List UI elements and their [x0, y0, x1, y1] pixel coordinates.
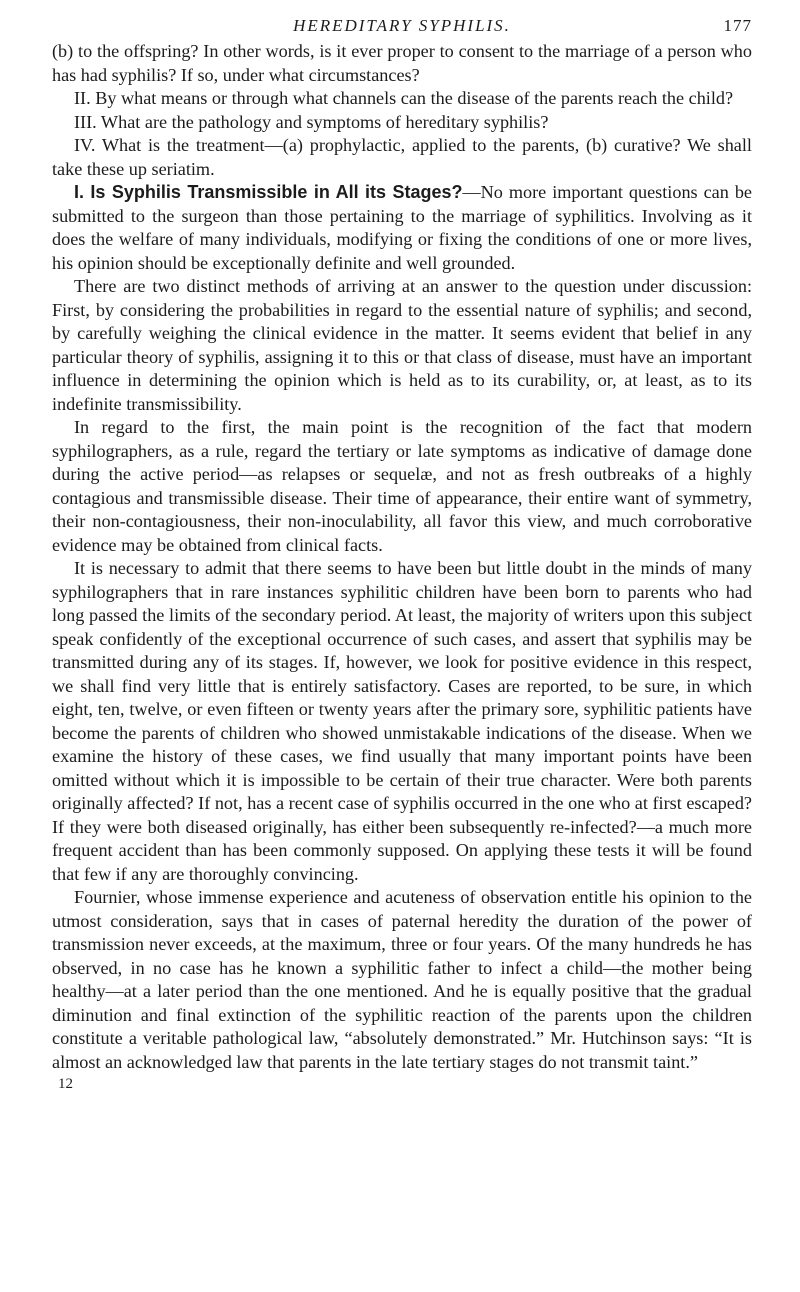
body-paragraph: Fournier, whose immense experience and acuteness of observation entitle his opinion to the utmost consideration, says that in cases of paternal heredity the duration of the power of transmission never exceeds, at the maximum, three or four years. Of the many hundreds he has observed, in no case has he known a syphilitic father to infect a child—the mother being healthy—at a later period than the one mentioned. And he is equally positive that the gradual diminution and final extinction of the syphilitic reaction of the parents upon the children constitute a veritable pathological law, “absolutely demonstrated.” Mr. Hutchinson says: “It is almost an acknowledged law that parents in the late tertiary stages do not transmit taint.”: [52, 887, 752, 1072]
section-paragraph: [52, 181, 752, 275]
running-head-title: HEREDITARY SYPHILIS.: [293, 16, 511, 35]
body-paragraph: It is necessary to admit that there seems to have been but little doubt in the minds of many syphilographers that in rare instances syphilitic children have been born to parents who had long passed the limits of the secondary period. At least, the majority of writers upon this subject speak confidently of the exceptional occurrence of such cases, and assert that syphilis may be transmitted during any of its stages. If, however, we look for positive evidence in this respect, we shall find very little that is entirely satisfactory. Cases are reported, to be sure, in which eight, ten, twelve, or even fifteen or twenty years after the primary sore, syphilitic patients have become the parents of children who showed unmistakable indications of the disease. When we examine the history of these cases, we find usually that many important points have been omitted without which it is impossible to be certain of their true character. Were both parents originally affected? If not, has a recent case of syphilis occurred in the one who at first escaped? If they were both diseased originally, has either been subsequently re-infected?—a much more frequent accident than has been commonly supposed. On applying these tests it will be found that few if any are thoroughly convincing.: [52, 558, 752, 884]
body-paragraph: There are two distinct methods of arriving at an answer to the question under discussion: First, by considering the probabilities in regard to the essential nature of syphilis; and second, by carefully weighing the clinical evidence in the matter. It seems evident that belief in any particular theory of syphilis, assigning it to this or that class of disease, must have an important influence in determining the opinion which is held as to its curability, or, at least, as to its indefinite transmissibility.: [52, 276, 752, 414]
page-number: 177: [723, 16, 752, 35]
body-text: [52, 40, 752, 1074]
paragraph-question-continuation: (b) to the offspring? In other words, is it ever proper to consent to the marriage of a person who has had syphilis? If so, under what circumstances?: [52, 41, 752, 85]
section-heading: I. Is Syphilis Transmissible in All its Stages?: [74, 182, 463, 202]
signature-mark: 12: [58, 1076, 73, 1092]
body-paragraph: In regard to the first, the main point is the recognition of the fact that modern syphilographers, as a rule, regard the tertiary or late symptoms as indicative of damage done during the active period—as relapses or sequelæ, and not as fresh outbreaks of a highly contagious and transmissible disease. Their time of appearance, their entire want of symmetry, their non-contagiousness, their non-inoculability, all favor this view, and much corroborative evidence may be obtained from clinical facts.: [52, 417, 752, 555]
paragraph-question-2: II. By what means or through what channels can the disease of the parents reach the child?: [74, 88, 734, 108]
paragraph-question-3: III. What are the pathology and symptoms of hereditary syphilis?: [74, 111, 549, 132]
running-head: [52, 10, 752, 40]
paragraph-question-4: IV. What is the treatment—(a) prophylactic, applied to the parents, (b) curative? We shall take these up seriatim.: [52, 135, 752, 179]
section-paragraph-text: —No more important questions can be submitted to the surgeon than those pertaining to the marriage of syphilitics. Involving as it does the welfare of many individuals, modifying or fixing the conditions of one or more lives, his opinion should be exceptionally definite and well grounded.: [52, 182, 752, 273]
